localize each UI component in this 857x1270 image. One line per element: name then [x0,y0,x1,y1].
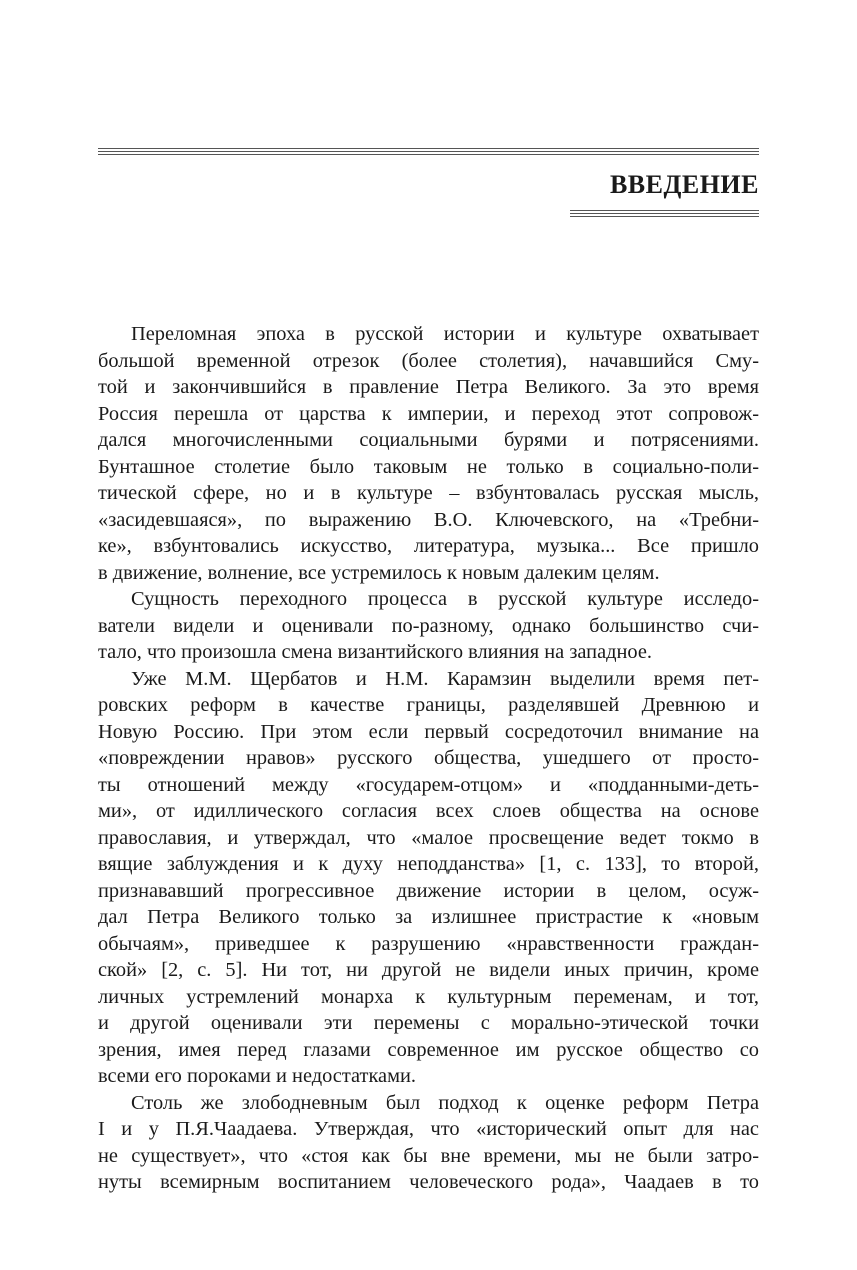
text-line: признававший прогрессивное движение истории в целом, осуж- [98,879,759,902]
text-line: дался многочисленными социальными бурями и потрясениями. [98,429,759,451]
text-line: «повреждении нравов» русского общества, ушедшего от просто- [98,747,759,769]
text-line: Сущность переходного процесса в русской культуре исследо- [131,588,759,610]
text-line: ватели видели и оценивали по-разному, однако большинство счи- [98,614,759,637]
paragraph-1 [98,321,759,586]
text-line: большой временной отрезок (более столетия), начавшийся Смy- [98,349,759,372]
text-line: Новую Россию. При этом если первый сосредоточил внимание на [98,720,759,743]
text-line: в движение, волнение, все устремилось к новым далеким целям. [98,561,660,584]
text-line: обычаям», приведшее к разрушению «нравственности граждан- [98,932,759,955]
chapter-title: ВВЕДЕНИЕ [609,170,759,199]
text-line: не существует», что «стоя как бы вне времени, мы не были затро- [98,1144,759,1167]
text-line: тало, что произошла смена византийского влияния на западное. [98,641,653,663]
paragraph-2 [98,586,759,666]
text-line: и другой оценивали эти перемены с морально-этической точки [98,1012,759,1034]
text-line: дал Петра Великого только за излишнее пристрастие к «новым [98,906,759,928]
text-line: ке», взбунтовались искусство, литература, музыка... Все пришло [98,535,759,557]
text-line: нуты всемирным воспитанием человеческого рода», Чаадаев в то [98,1171,759,1193]
text-line: ты отношений между «государем-отцом» и «подданными-деть- [98,773,759,796]
text-line: тической сфере, но и в культуре – взбунтовалась русская мысль, [98,482,759,504]
text-line: I и у П.Я.Чаадаева. Утверждая, что «исторический опыт для нас [98,1118,759,1140]
paragraph-3 [98,666,759,1090]
text-line: Уже М.М. Щербатов и Н.М. Карамзин выделили время пет- [131,667,759,690]
text-line: вящие заблуждения и к духу неподданства» [1, с. 133], то второй, [98,853,759,875]
text-line: Переломная эпоха в русской истории и культуре охватывает [131,323,759,345]
title-underline-rule [570,210,759,219]
header-double-rule [98,148,759,157]
text-line: личных устремлений монарха к культурным переменам, и тот, [98,985,759,1008]
text-line: зрения, имея перед глазами современное им русское общество со [98,1038,759,1061]
text-line: «засидевшаяся», по выражению В.О. Ключевского, на «Требни- [98,508,759,531]
paragraph-4 [98,1090,759,1196]
text-line: ровских реформ в качестве границы, разделявшей Древнюю и [98,694,759,716]
text-line: всеми его пороками и недостатками. [98,1065,417,1087]
text-line: той и закончившийся в правление Петра Великого. За это время [98,376,759,398]
text-line: ми», от идиллического согласия всех слоев общества на основе [98,800,759,822]
text-line: православия, и утверждал, что «малое просвещение ведет токмо в [98,826,759,849]
body-text [98,321,759,1196]
text-line: Столь же злободневным был подход к оценке реформ Петра [131,1091,759,1114]
text-line: Россия перешла от царства к империи, и переход этот сопровож- [98,402,759,425]
text-line: Бунташное столетие было таковым не только в социально-поли- [98,455,759,478]
text-line: ской» [2, с. 5]. Ни тот, ни другой не видели иных причин, кроме [98,959,759,981]
